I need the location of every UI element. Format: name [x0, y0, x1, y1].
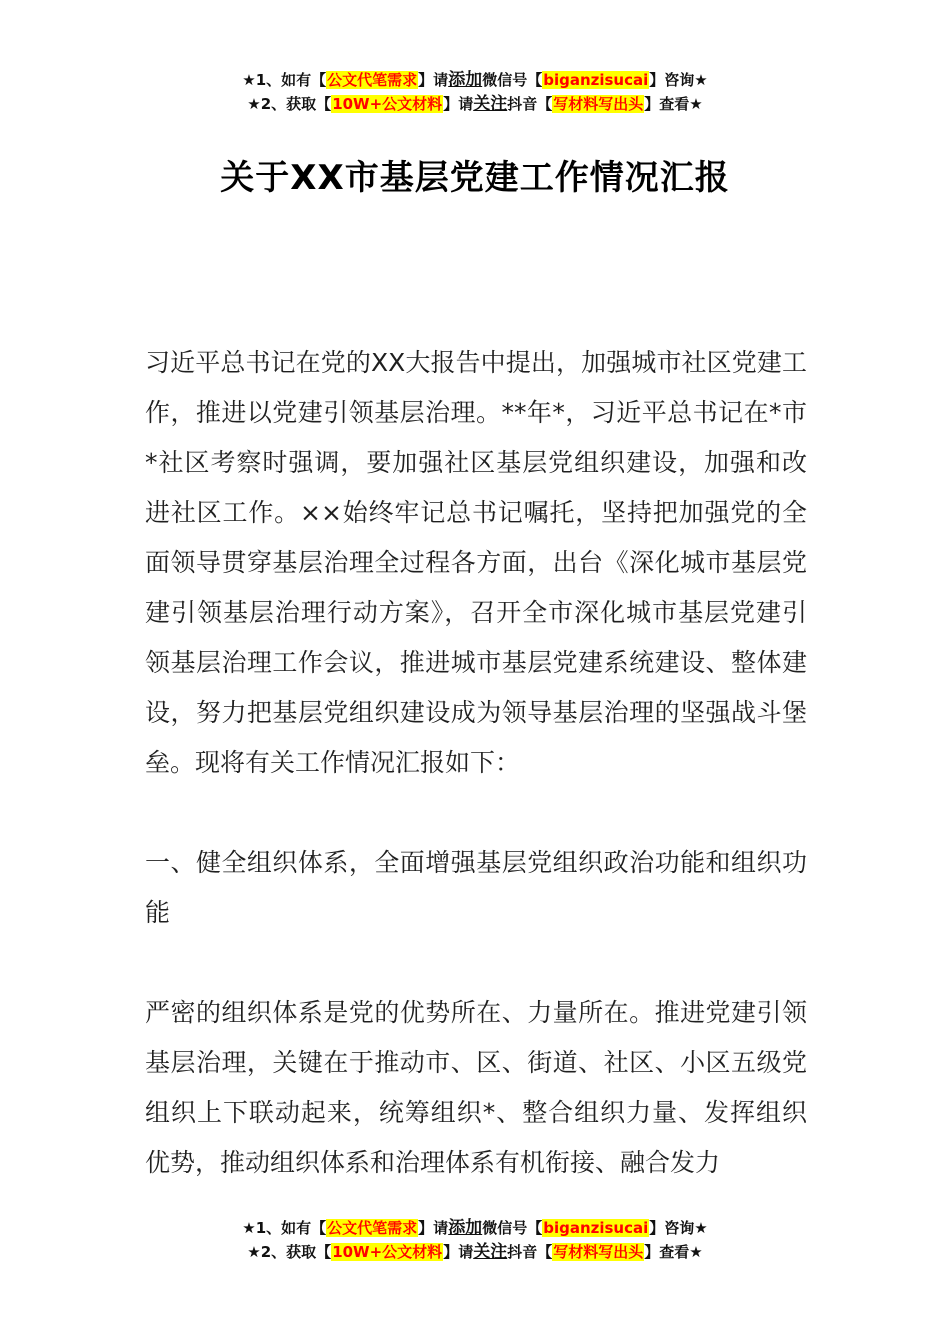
- banner-wechat-id: biganzisucai: [543, 1219, 649, 1237]
- banner-text: 】查看★: [644, 1243, 703, 1261]
- banner-text: ★1、如有【: [242, 71, 327, 89]
- banner-line-2: [0, 1240, 950, 1264]
- document-body: [145, 338, 807, 1188]
- banner-highlight: 公文代笔需求: [327, 71, 418, 89]
- banner-text: 】咨询★: [649, 1219, 708, 1237]
- banner-underline: 关注: [473, 94, 508, 114]
- banner-text: 】请: [443, 1243, 474, 1261]
- banner-highlight: 公文代笔需求: [327, 1219, 418, 1237]
- banner-wechat-id: biganzisucai: [543, 71, 649, 89]
- footer-banner: [0, 1216, 950, 1264]
- banner-highlight: 10W+公文材料: [332, 1243, 443, 1261]
- banner-text: ★2、获取【: [247, 1243, 332, 1261]
- banner-text: 微信号【: [482, 1219, 543, 1237]
- paragraph-section-1: 严密的组织体系是党的优势所在、力量所在。推进党建引领基层治理，关键在于推动市、区、街道、社区、小区五级党组织上下联动起来，统筹组织*、整合组织力量、发挥组织优势，推动组织体系和治理体系有机衔接、融合发力: [145, 998, 807, 1177]
- banner-underline: 添加: [448, 1218, 483, 1238]
- banner-line-2: [0, 92, 950, 116]
- banner-text: 】咨询★: [649, 71, 708, 89]
- banner-highlight: 10W+公文材料: [332, 95, 443, 113]
- banner-text: 】请: [418, 71, 449, 89]
- banner-underline: 关注: [473, 1242, 508, 1262]
- document-title: 关于XX市基层党建工作情况汇报: [220, 158, 730, 198]
- banner-line-1: [0, 1216, 950, 1240]
- banner-douyin-id: 写材料写出头: [553, 95, 644, 113]
- banner-douyin-id: 写材料写出头: [553, 1243, 644, 1261]
- banner-text: ★1、如有【: [242, 1219, 327, 1237]
- banner-text: 抖音【: [507, 95, 553, 113]
- banner-text: ★2、获取【: [247, 95, 332, 113]
- header-banner: [0, 68, 950, 116]
- banner-text: 】请: [418, 1219, 449, 1237]
- banner-text: 】查看★: [644, 95, 703, 113]
- paragraph-intro: 习近平总书记在党的XX大报告中提出，加强城市社区党建工作，推进以党建引领基层治理。**年*，习近平总书记在*市*社区考察时强调，要加强社区基层党组织建设，加强和改进社区工作。××始终牢记总书记嘱托，坚持把加强党的全面领导贯穿基层治理全过程各方面，出台《深化城市基层党建引领基层治理行动方案》，召开全市深化城市基层党建引领基层治理工作会议，推进城市基层党建系统建设、整体建设，努力把基层党组织建设成为领导基层治理的坚强战斗堡垒。现将有关工作情况汇报如下：: [145, 348, 807, 777]
- banner-text: 微信号【: [482, 71, 543, 89]
- banner-line-1: [0, 68, 950, 92]
- section-heading-1: 一、健全组织体系，全面增强基层党组织政治功能和组织功能: [145, 848, 807, 927]
- banner-underline: 添加: [448, 70, 483, 90]
- banner-text: 抖音【: [507, 1243, 553, 1261]
- banner-text: 】请: [443, 95, 474, 113]
